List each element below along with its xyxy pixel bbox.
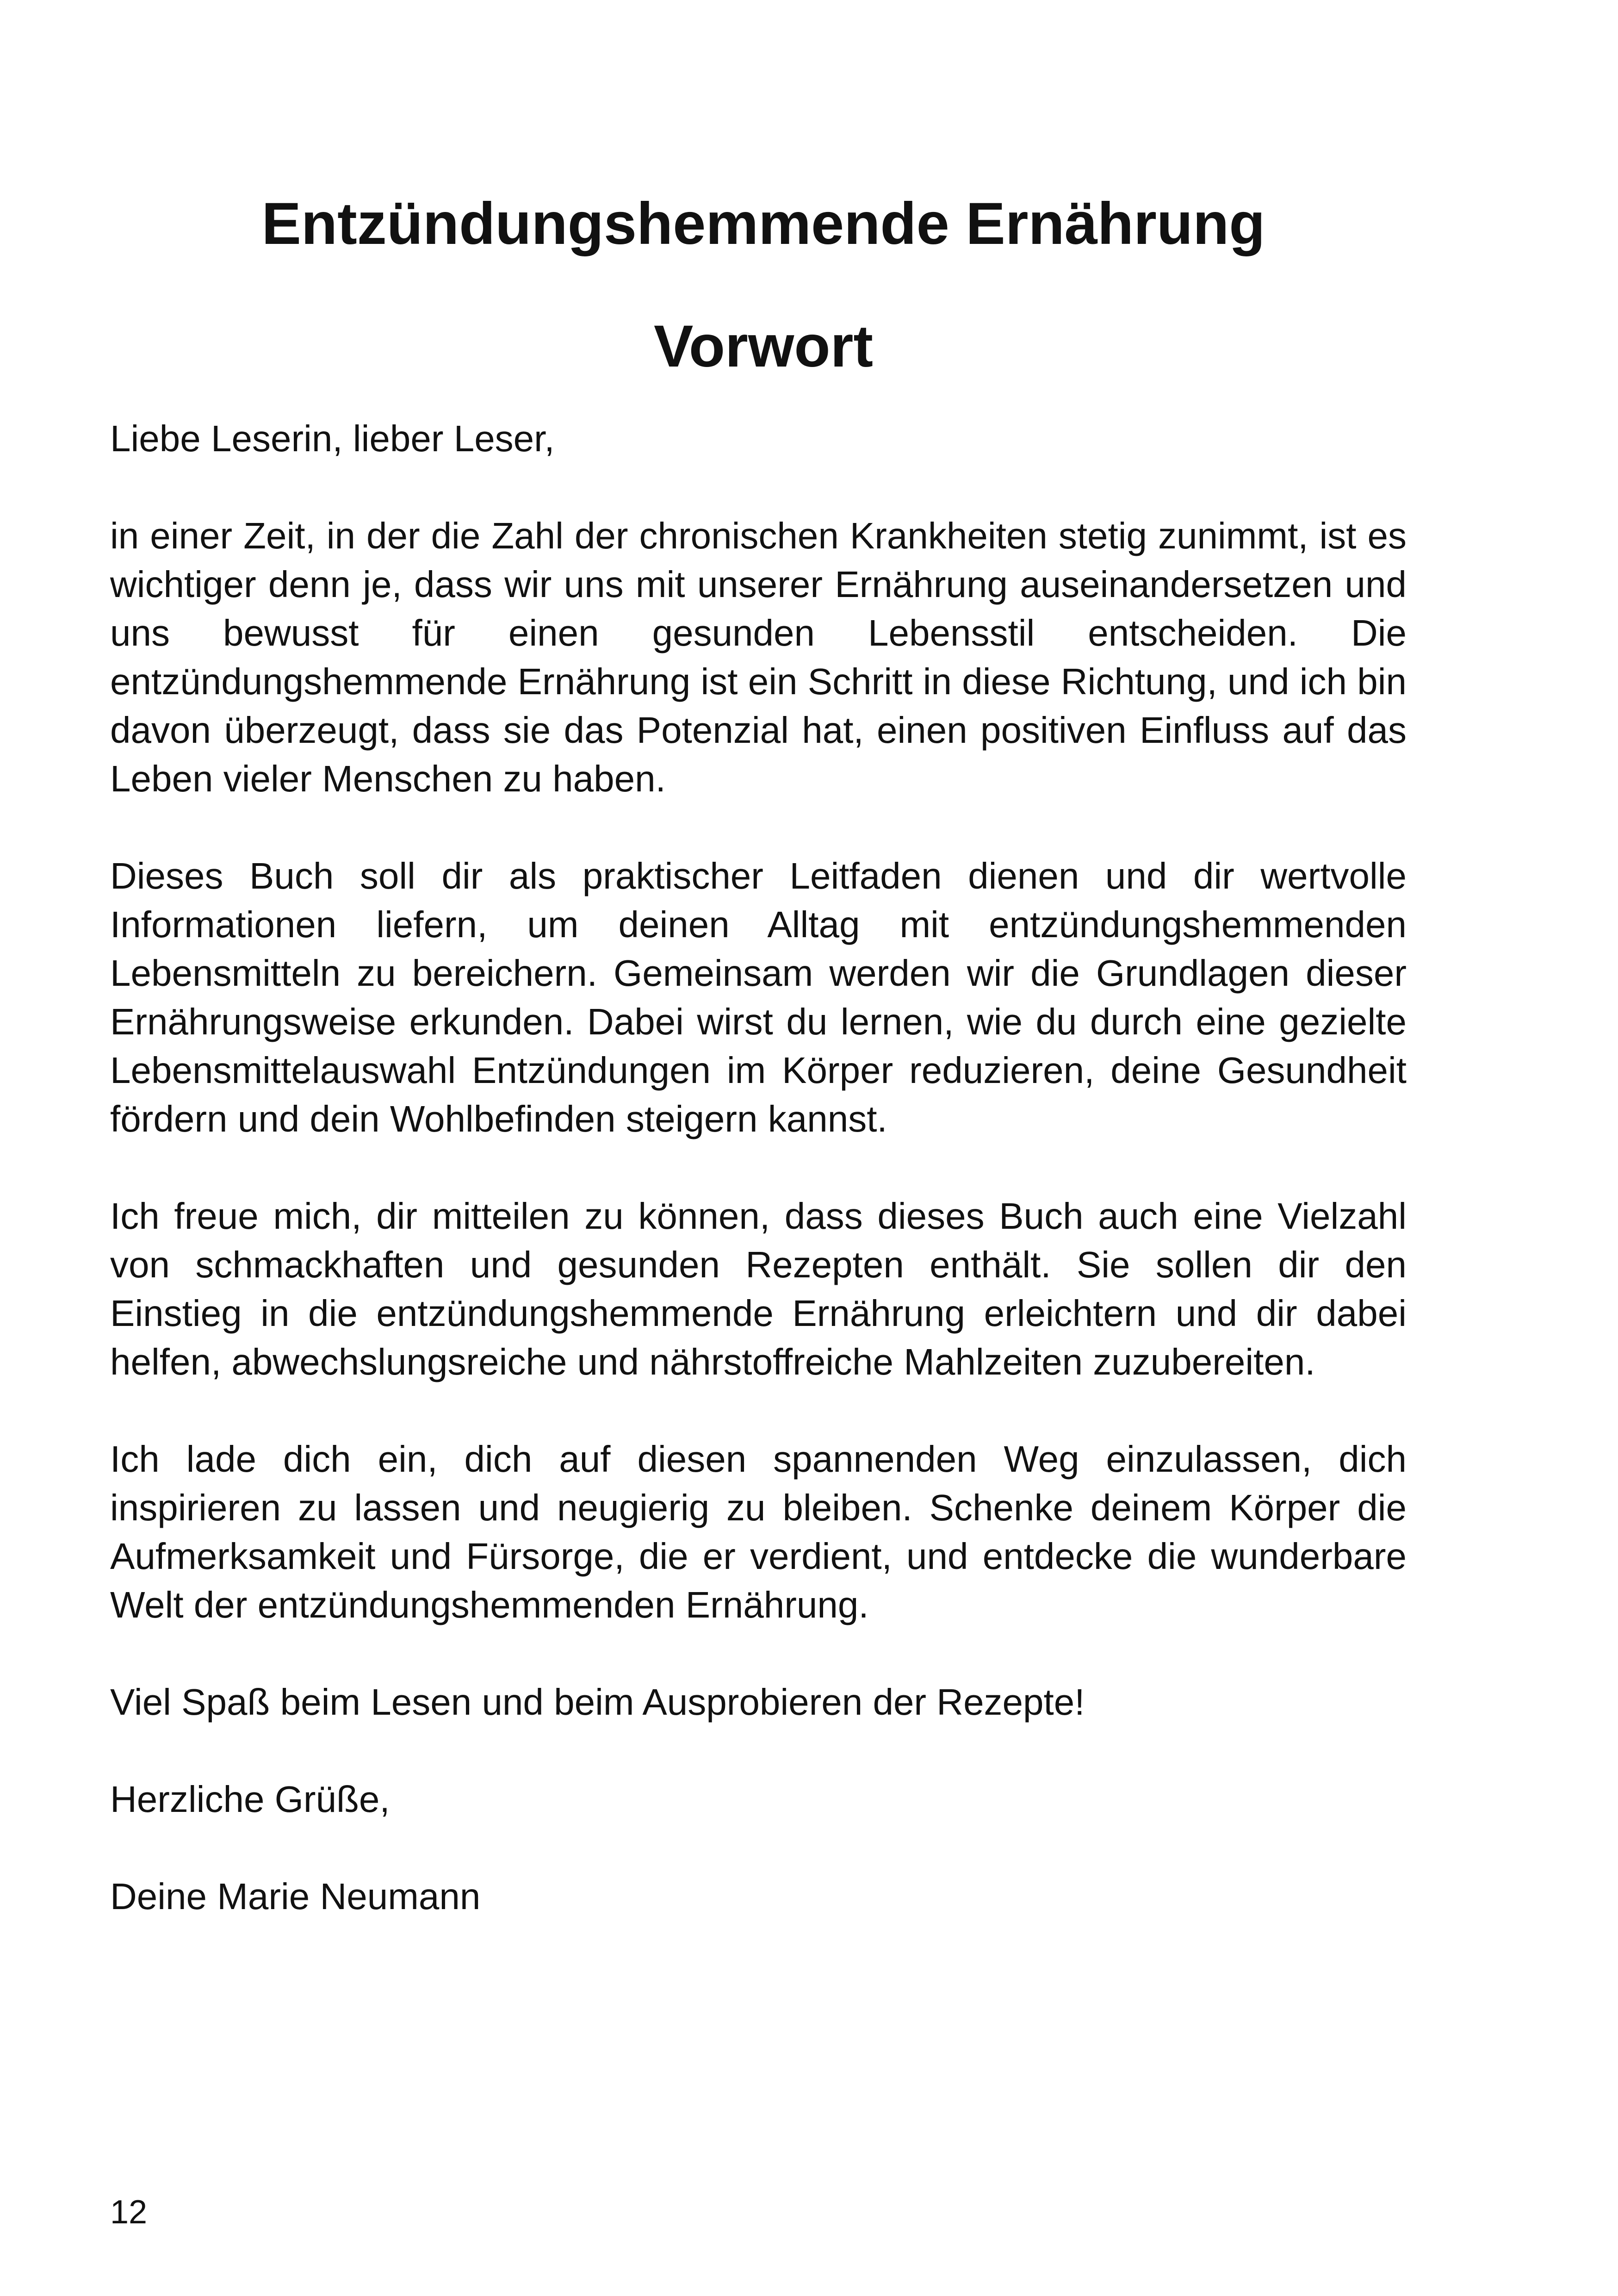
signature: Deine Marie Neumann bbox=[110, 1876, 481, 1917]
paragraph-4: Ich lade dich ein, dich auf diesen spannenden Weg einzulassen, dich inspirieren zu lassen und neugierig zu bleiben. Schenke deinem Körper die Aufmerksamkeit und Fürsorge, die er verdient, und entdecke die wunderbare Welt der entzündungshemmenden Ernährung. bbox=[110, 1438, 1407, 1625]
paragraph-3: Ich freue mich, dir mitteilen zu können, dass dieses Buch auch eine Vielzahl von schmackhaften und gesunden Rezepten enthält. Sie sollen dir den Einstieg in die entzündungshemmende Ernährung erleichtern und dir dabei helfen, abwechslungsreiche und nährstoffreiche Mahlzeiten zuzubereiten. bbox=[110, 1195, 1407, 1382]
salutation: Liebe Leserin, lieber Leser, bbox=[110, 418, 555, 459]
book-title: Entzündungshemmende Ernährung bbox=[261, 191, 1265, 257]
chapter-title: Vorwort bbox=[653, 313, 874, 380]
closing-line: Viel Spaß beim Lesen und beim Ausprobieren der Rezepte! bbox=[110, 1681, 1085, 1723]
paragraph-1: in einer Zeit, in der die Zahl der chronischen Krankheiten stetig zunimmt, ist es wichtiger denn je, dass wir uns mit unserer Ernährung auseinandersetzen und uns bewusst für einen gesunden Lebensstil entscheiden. Die entzündungshemmende Ernährung ist ein Schritt in diese Richtung, und ich bin davon überzeugt, dass sie das Potenzial hat, einen positiven Einfluss auf das Leben vieler Menschen zu haben. bbox=[110, 515, 1407, 799]
paragraph-2: Dieses Buch soll dir als praktischer Leitfaden dienen und dir wertvolle Informationen liefern, um deinen Alltag mit entzündungshemmenden Lebensmitteln zu bereichern. Gemeinsam werden wir die Grundlagen dieser Ernährungsweise erkunden. Dabei wirst du lernen, wie du durch eine gezielte Lebensmittelauswahl Entzündungen im Körper reduzieren, deine Gesundheit fördern und dein Wohlbefinden steigern kannst. bbox=[110, 855, 1407, 1139]
greeting: Herzliche Grüße, bbox=[110, 1779, 390, 1820]
page-number: 12 bbox=[110, 2194, 148, 2231]
foreword-text bbox=[110, 414, 1407, 1969]
